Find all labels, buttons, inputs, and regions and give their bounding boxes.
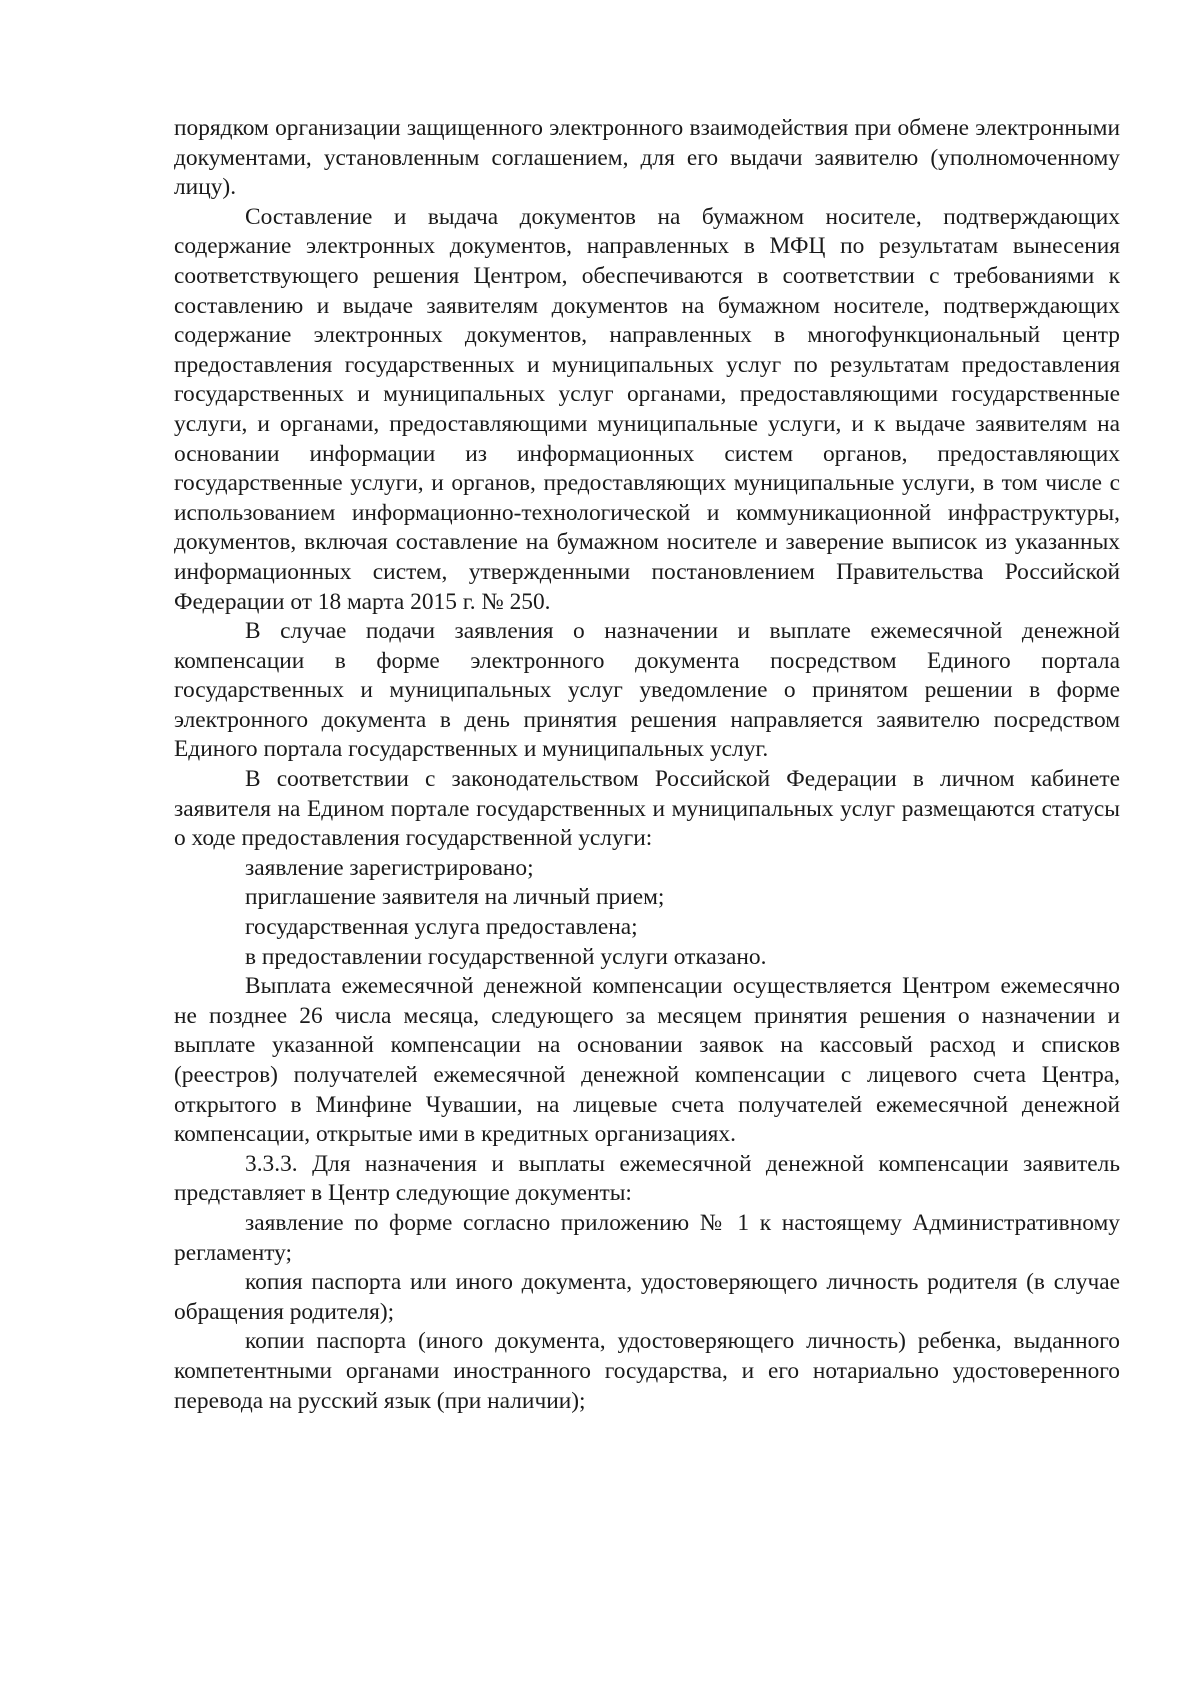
paragraph-section-3-3-3: 3.3.3. Для назначения и выплаты ежемесячной денежной компенсации заявитель представляет в Центр следующие документы: [174, 1150, 1120, 1207]
paragraph-payment: Выплата ежемесячной денежной компенсации осуществляется Центром ежемесячно не позднее 26 числа месяца, следующего за месяцем принятия решения о назначении и выплате указанной компенсации на основании заявок на кассовый расход и списков (реестров) получателей ежемесячной денежной компенсации с лицевого счета Центра, открытого в Минфине Чувашии, на лицевые счета получателей ежемесячной денежной компенсации, открытые ими в кредитных организациях. [174, 973, 1120, 1148]
document-item-parent-passport: копия паспорта или иного документа, удостоверяющего личность родителя (в случае обращения родителя); [174, 1269, 1120, 1325]
status-item-refused: в предоставлении государственной услуги отказано. [245, 943, 767, 970]
paragraph-status-intro: В соответствии с законодательством Российской Федерации в личном кабинете заявителя на Едином портале государственных и муниципальных услуг размещаются статусы о ходе предоставления государственной услуги: [174, 766, 1120, 852]
paragraph-portal-notification: В случае подачи заявления о назначении и выплате ежемесячной денежной компенсации в форме электронного документа посредством Единого портала государственных и муниципальных услуг уведомление о принятом решении в форме электронного документа в день принятия решения направляется заявителю посредством Единого портала государственных и муниципальных услуг. [174, 618, 1120, 763]
status-item-invitation: приглашение заявителя на личный прием; [245, 884, 665, 911]
document-page [174, 114, 1120, 1416]
document-item-application: заявление по форме согласно приложению № 1 к настоящему Административному регламенту; [174, 1209, 1120, 1266]
status-item-provided: государственная услуга предоставлена; [245, 914, 638, 941]
document-item-child-passport: копии паспорта (иного документа, удостоверяющего личность) ребенка, выданного компетентными органами иностранного государства, и его нотариально удостоверенного перевода на русский язык (при наличии); [174, 1328, 1120, 1414]
status-item-registered: заявление зарегистрировано; [245, 854, 534, 881]
paragraph-continuation: порядком организации защищенного электронного взаимодействия при обмене электронными документами, установленным соглашением, для его выдачи заявителю (уполномоченному лицу). [174, 115, 1120, 201]
paragraph-paper-documents: Составление и выдача документов на бумажном носителе, подтверждающих содержание электронных документов, направленных в МФЦ по результатам вынесения соответствующего решения Центром, обеспечиваются в соответствии с требованиями к составлению и выдаче заявителям документов на бумажном носителе, подтверждающих содержание электронных документов, направленных в многофункциональный центр предоставления государственных и муниципальных услуг по результатам предоставления государственных и муниципальных услуг органами, предоставляющими государственные услуги, и органами, предоставляющими муниципальные услуги, и к выдаче заявителям на основании информации из информационных систем органов, предоставляющих государственные услуги, и органов, предоставляющих муниципальные услуги, в том числе с использованием информационно-технологической и коммуникационной инфраструктуры, документов, включая составление на бумажном носителе и заверение выписок из указанных информационных систем, утвержденными постановлением Правительства Российской Федерации от 18 марта 2015 г. № 250. [174, 203, 1120, 615]
